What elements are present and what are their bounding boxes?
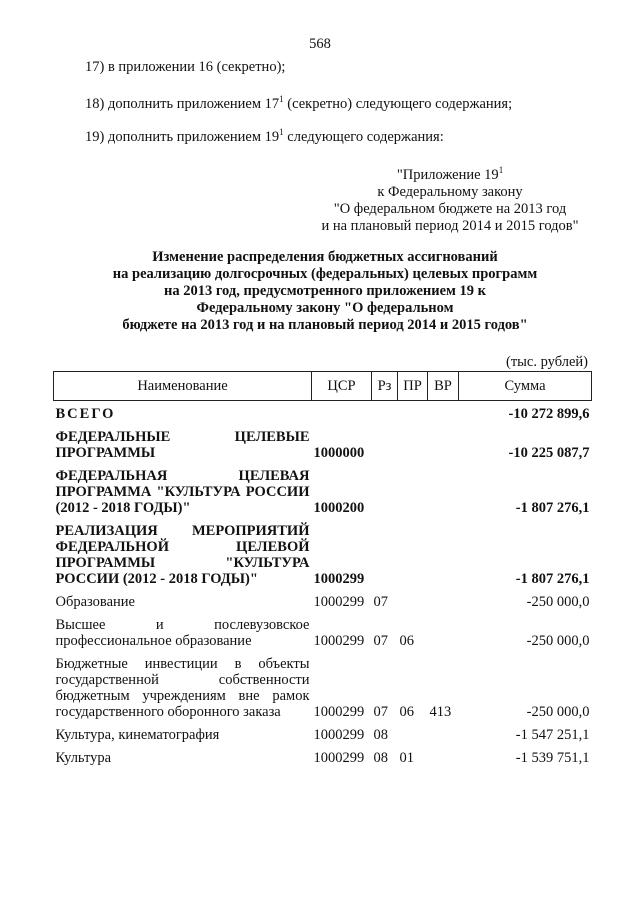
appendix-superscript: 1: [498, 165, 504, 175]
cell-name: Высшее и послевузовское профессиональное образование: [55, 617, 310, 649]
cell-rz: [372, 518, 398, 589]
cell-pr: [398, 518, 428, 589]
header-name: Наименование: [54, 372, 312, 401]
cell-rz: 07: [373, 704, 388, 720]
cell-sum: -1 539 751,1: [515, 750, 590, 766]
header-csr: ЦСР: [312, 372, 372, 401]
table-header-row: [54, 372, 592, 401]
page-number: 568: [309, 36, 331, 52]
header-vr: ВР: [428, 372, 459, 401]
budget-table: [53, 371, 592, 768]
cell-rz: [372, 424, 398, 463]
cell-vr: [428, 518, 459, 589]
cell-name: Культура: [55, 750, 112, 766]
cell-rz: 08: [373, 727, 388, 743]
title-line: на 2013 год, предусмотренного приложением 19 к: [163, 283, 487, 299]
document-title: [55, 249, 595, 334]
cell-pr: [398, 424, 428, 463]
table-row: [54, 651, 592, 722]
cell-pr: [398, 589, 428, 612]
paragraph-17: [85, 59, 285, 76]
cell-csr: [312, 401, 372, 425]
cell-pr: [398, 401, 428, 425]
cell-pr: 06: [399, 633, 414, 649]
cell-sum: -250 000,0: [526, 594, 590, 610]
cell-sum: -250 000,0: [526, 633, 590, 649]
cell-name: Образование: [55, 594, 135, 610]
paragraph-19-text: 19) дополнить приложением 19: [85, 129, 280, 145]
cell-vr: [428, 612, 459, 651]
cell-vr: [428, 463, 459, 518]
appendix-line-4: и на плановый период 2014 и 2015 годов": [321, 218, 579, 234]
units-label: (тыс. рублей): [506, 354, 588, 370]
cell-sum: -1 807 276,1: [515, 500, 590, 516]
paragraph-18-text: 18) дополнить приложением 17: [85, 96, 280, 112]
appendix-line-1: [300, 162, 600, 184]
cell-name: РЕАЛИЗАЦИЯ МЕРОПРИЯТИЙ ФЕДЕРАЛЬНОЙ ЦЕЛЕВОЙ ПРОГРАММЫ "КУЛЬТУРА РОССИИ (2012 - 2018 ГОДЫ)": [55, 523, 310, 587]
cell-csr: 1000299: [313, 571, 365, 587]
paragraph-18-text-end: (секретно) следующего содержания;: [283, 96, 513, 112]
table-row: [54, 745, 592, 768]
paragraph-19-text-end: следующего содержания:: [283, 129, 444, 145]
table-row: [54, 424, 592, 463]
table-row-total: [54, 401, 592, 425]
cell-vr: [428, 401, 459, 425]
cell-sum: -10 272 899,6: [508, 406, 590, 422]
header-sum: Сумма: [459, 372, 592, 401]
cell-vr: [428, 424, 459, 463]
appendix-line-3: "О федеральном бюджете на 2013 год: [333, 201, 567, 217]
cell-vr: [428, 722, 459, 745]
title-line: бюджете на 2013 год и на плановый период 2014 и 2015 годов": [122, 317, 528, 333]
cell-csr: 1000299: [313, 704, 365, 720]
cell-sum: -1 807 276,1: [515, 571, 590, 587]
cell-vr: [428, 589, 459, 612]
cell-pr: [398, 463, 428, 518]
cell-name: ФЕДЕРАЛЬНАЯ ЦЕЛЕВАЯ ПРОГРАММА "КУЛЬТУРА РОССИИ (2012 - 2018 ГОДЫ)": [55, 468, 310, 516]
cell-rz: 07: [373, 594, 388, 610]
header-rz: Рз: [372, 372, 398, 401]
title-line: на реализацию долгосрочных (федеральных) целевых программ: [112, 266, 538, 282]
cell-csr: 1000200: [313, 500, 365, 516]
cell-name: Культура, кинематография: [55, 727, 220, 743]
cell-csr: 1000000: [313, 445, 365, 461]
paragraph-17-text: 17) в приложении 16 (секретно);: [85, 59, 286, 75]
appendix-header: [300, 162, 600, 235]
table-row: [54, 589, 592, 612]
table-row: [54, 612, 592, 651]
cell-rz: [372, 463, 398, 518]
cell-name: Бюджетные инвестиции в объекты государственной собственности бюджетным учреждениям вне рамок государственного оборонного заказа: [55, 656, 310, 720]
cell-rz: 07: [373, 633, 388, 649]
paragraph-18: [85, 94, 512, 113]
title-line: Федеральному закону "О федеральном: [196, 300, 454, 316]
cell-rz: 08: [373, 750, 388, 766]
cell-sum: -10 225 087,7: [508, 445, 590, 461]
table-row: [54, 463, 592, 518]
paragraph-18-superscript: 1: [279, 94, 284, 104]
cell-csr: 1000299: [313, 633, 365, 649]
title-line: Изменение распределения бюджетных ассигнований: [152, 249, 498, 265]
cell-pr: 06: [399, 704, 414, 720]
cell-sum: -250 000,0: [526, 704, 590, 720]
cell-pr: [398, 722, 428, 745]
appendix-line-2: к Федеральному закону: [377, 184, 523, 200]
table-row: [54, 722, 592, 745]
header-pr: ПР: [398, 372, 428, 401]
paragraph-19: [85, 127, 444, 146]
cell-csr: 1000299: [313, 727, 365, 743]
cell-vr: 413: [429, 704, 452, 720]
cell-csr: 1000299: [313, 750, 365, 766]
table-row: [54, 518, 592, 589]
cell-name: ВСЕГО: [55, 406, 116, 422]
cell-name: ФЕДЕРАЛЬНЫЕ ЦЕЛЕВЫЕ ПРОГРАММЫ: [55, 429, 310, 461]
appendix-title: "Приложение 19: [396, 167, 499, 183]
cell-pr: 01: [399, 750, 414, 766]
cell-rz: [372, 401, 398, 425]
cell-vr: [428, 745, 459, 768]
cell-sum: -1 547 251,1: [515, 727, 590, 743]
cell-csr: 1000299: [313, 594, 365, 610]
paragraph-19-superscript: 1: [279, 127, 284, 137]
